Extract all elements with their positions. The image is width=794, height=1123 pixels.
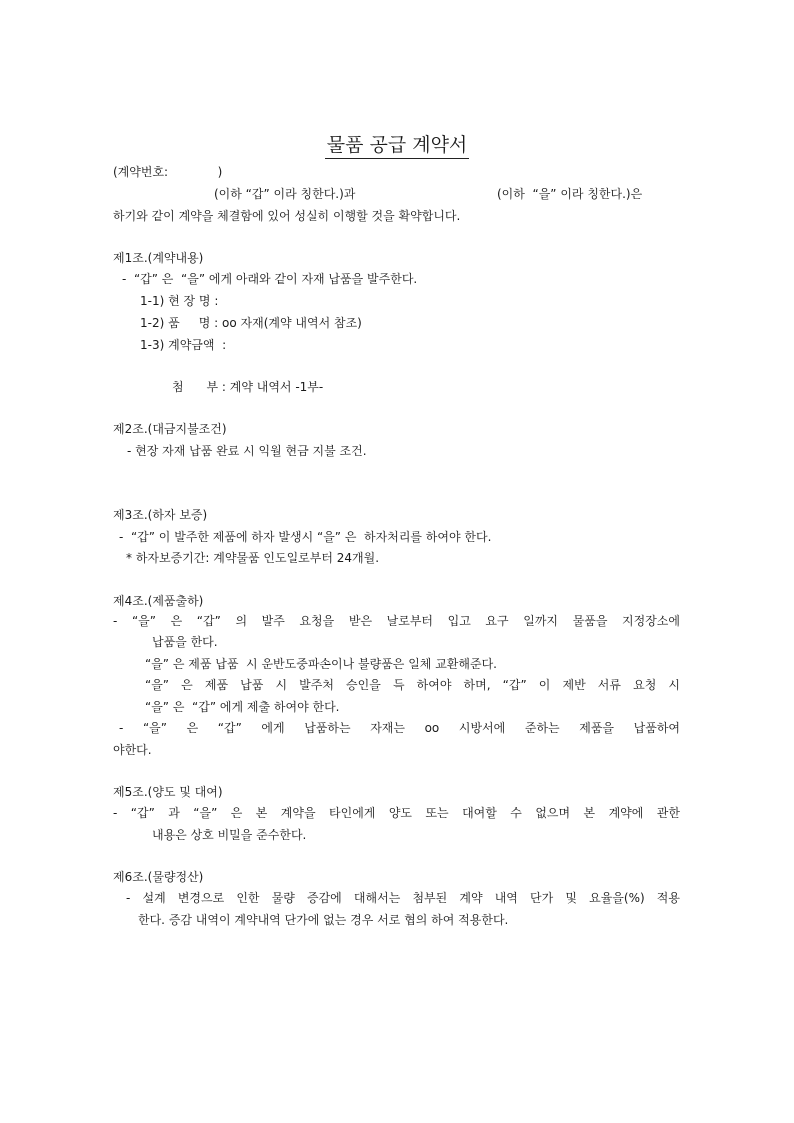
- article-4-heading: 제4조.(제품출하): [113, 594, 204, 608]
- article-5-line-2: 내용은 상호 비밀을 준수한다.: [152, 828, 307, 842]
- article-2-line-1: - 현장 자재 납품 완료 시 익월 현금 지불 조건.: [127, 444, 367, 458]
- article-5-heading: 제5조.(양도 및 대여): [113, 785, 223, 799]
- article-4-line-1: - “을” 은 “갑” 의 발주 요청을 받은 날로부터 입고 요구 일까지 물품을 지정장소에: [113, 614, 680, 628]
- article-3-line-1: - “갑” 이 발주한 제품에 하자 발생시 “을” 은 하자처리를 하여야 한다.: [119, 530, 492, 544]
- article-1-line-1: - “갑” 은 “을” 에게 아래와 같이 자재 납품을 발주한다.: [122, 272, 418, 286]
- article-6-line-2: 한다. 증감 내역이 계약내역 단가에 없는 경우 서로 협의 하여 적용한다.: [138, 913, 509, 927]
- article-1-line-3: 1-2) 품 명 : oo 자재(계약 내역서 참조): [140, 316, 362, 330]
- article-4-line-2: 납품을 한다.: [152, 635, 218, 649]
- article-2-heading: 제2조.(대금지불조건): [113, 422, 227, 436]
- intro-line-2: 하기와 같이 계약을 체결함에 있어 성실히 이행할 것을 확약합니다.: [113, 209, 461, 223]
- article-4-line-6: - “을” 은 “갑” 에게 납품하는 자재는 oo 시방서에 준하는 제품을 납품하여: [119, 721, 680, 735]
- document-title: 물품 공급 계약서: [0, 133, 794, 159]
- article-1-attachment: 첨 부 : 계약 내역서 -1부-: [172, 380, 324, 394]
- article-1-heading: 제1조.(계약내용): [113, 251, 204, 265]
- article-3-heading: 제3조.(하자 보증): [113, 508, 208, 522]
- article-1-line-4: 1-3) 계약금액 :: [140, 338, 227, 352]
- article-4-line-7: 야한다.: [113, 743, 152, 757]
- article-5-line-1: - “갑” 과 “을” 은 본 계약을 타인에게 양도 또는 대여할 수 없으며 본 계약에 관한: [113, 806, 680, 820]
- contract-number: (계약번호: ): [113, 165, 223, 179]
- article-4-line-3: “을” 은 제품 납품 시 운반도중파손이나 불량품은 일체 교환해준다.: [145, 657, 497, 671]
- article-3-line-2: * 하자보증기간: 계약물품 인도일로부터 24개월.: [126, 551, 380, 565]
- article-6-line-1: - 설계 변경으로 인한 물량 증감에 대해서는 첨부된 계약 내역 단가 및 요율을(%) 적용: [126, 891, 680, 905]
- article-1-line-2: 1-1) 현 장 명 :: [140, 294, 219, 308]
- intro-party-a: (이하 “갑” 이라 칭한다.)과: [214, 187, 356, 201]
- article-4-line-5: “을” 은 “갑” 에게 제출 하여야 한다.: [145, 700, 340, 714]
- intro-party-b: (이하 “을” 이라 칭한다.)은: [497, 187, 643, 201]
- article-4-line-4: “을” 은 제품 납품 시 발주처 승인을 득 하여야 하며, “갑” 이 제반 서류 요청 시: [145, 678, 680, 692]
- article-6-heading: 제6조.(물량정산): [113, 870, 204, 884]
